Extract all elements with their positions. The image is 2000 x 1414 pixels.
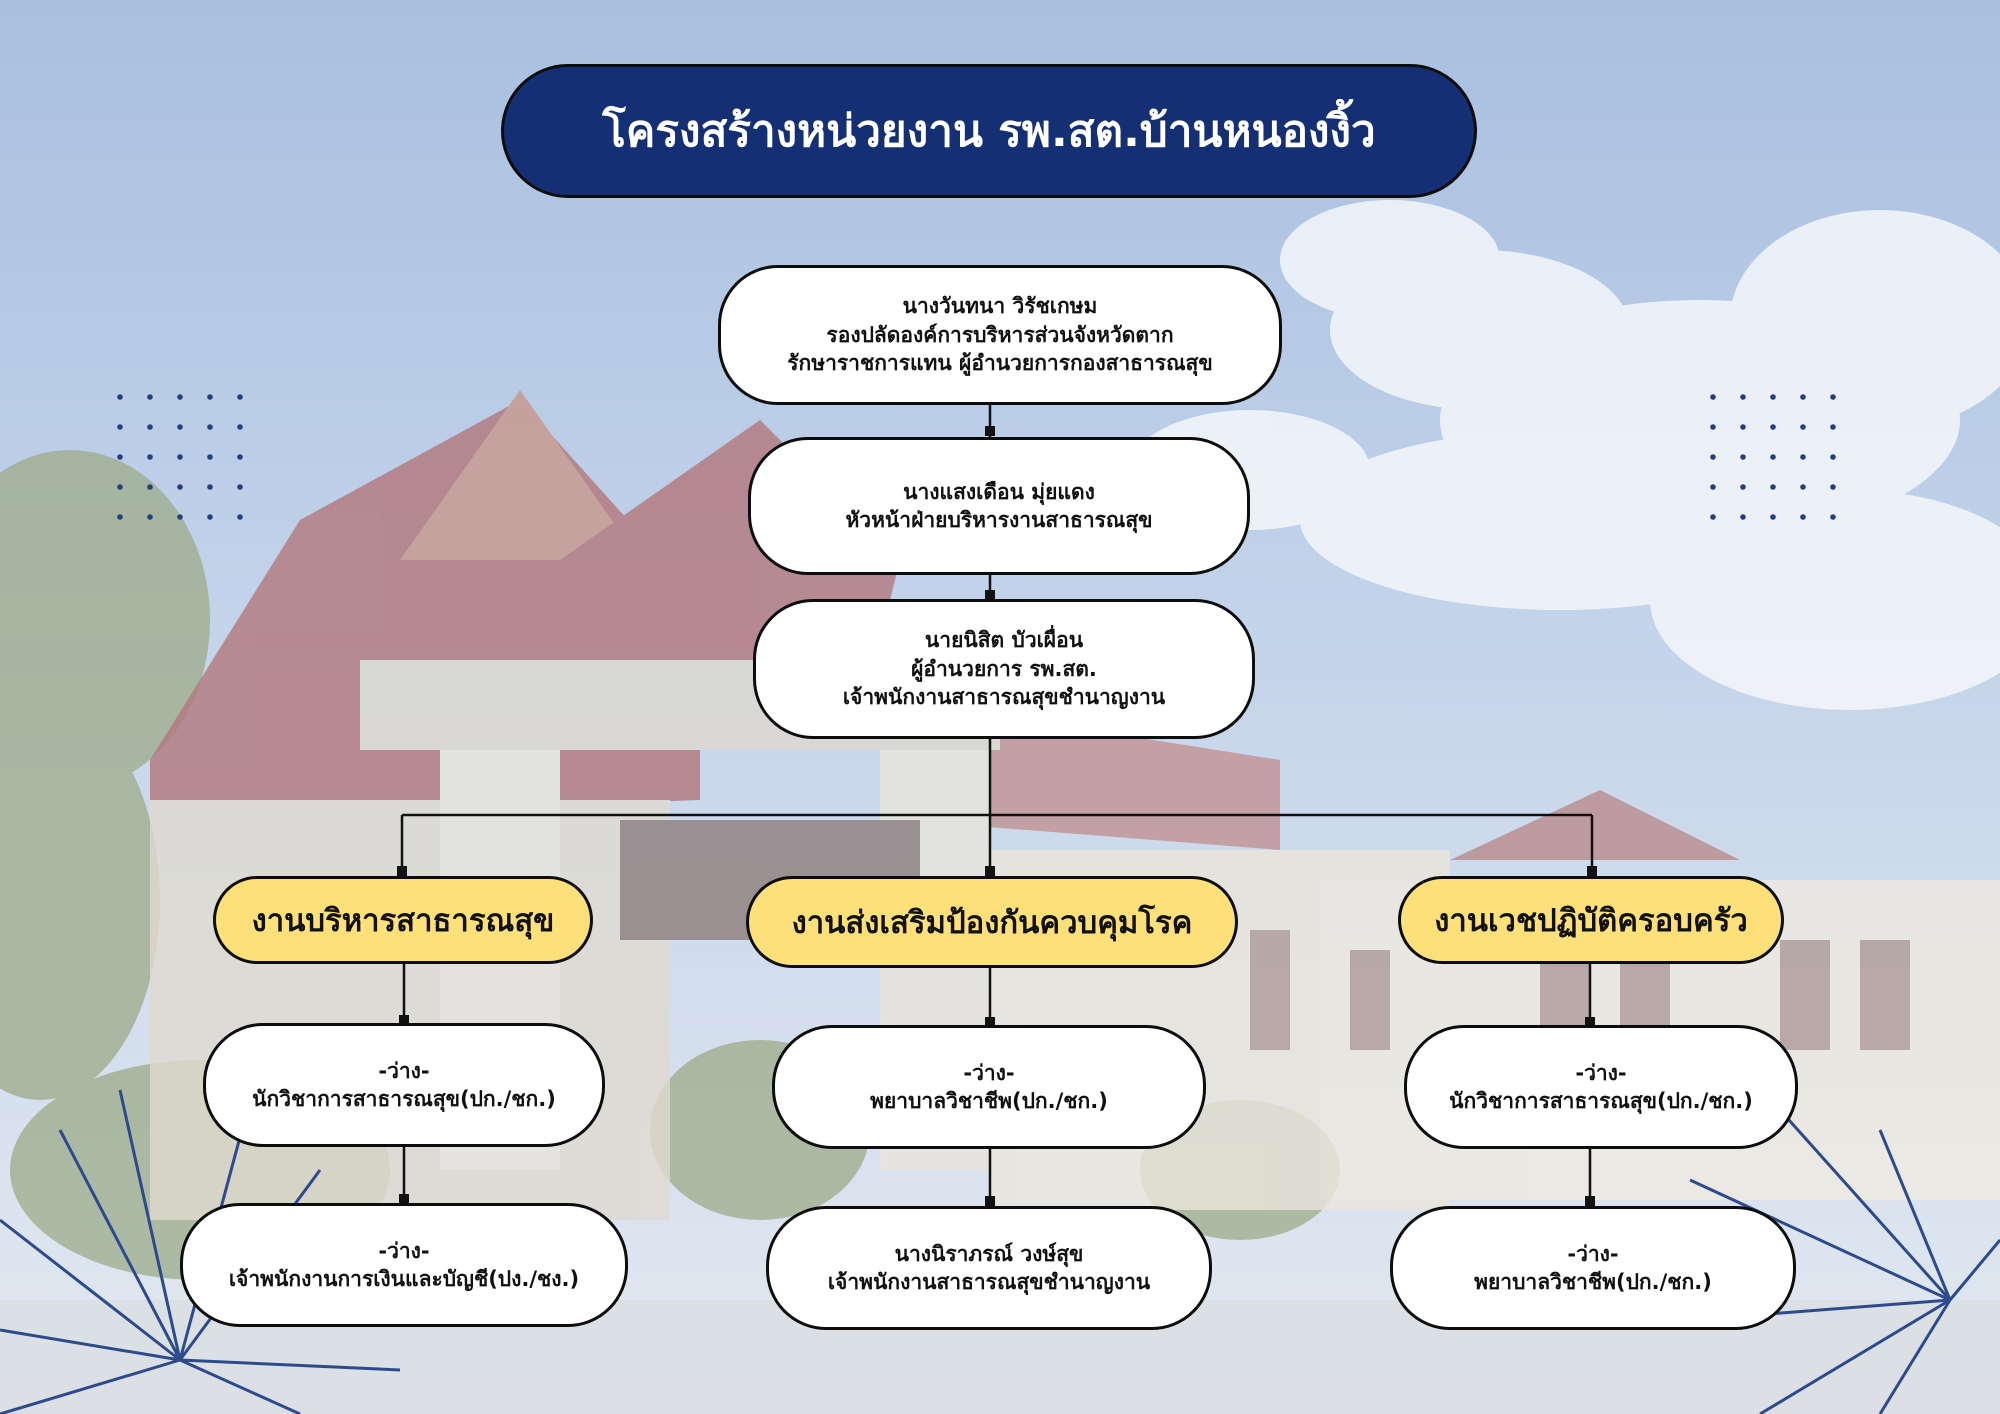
node-hospital-director (753, 599, 1255, 739)
node-position: พยาบาลวิชาชีพ(ปก./ชก.) (1474, 1270, 1712, 1294)
node-name: นางวันทนา วิรัชเกษม (902, 294, 1098, 319)
node-position: นักวิชาการสาธารณสุข(ปก./ชก.) (1449, 1089, 1753, 1113)
node-name: -ว่าง- (1575, 1060, 1627, 1085)
department-disease-prevention: งานส่งเสริมป้องกันควบคุมโรค (746, 876, 1238, 968)
node-position: ผู้อำนวยการ รพ.สต. (911, 656, 1097, 681)
department-family-medicine: งานเวชปฏิบัติครอบครัว (1398, 876, 1784, 964)
position-node (766, 1206, 1212, 1330)
node-position: เจ้าพนักงานสาธารณสุขชำนาญงาน (827, 1270, 1151, 1294)
node-position: หัวหน้าฝ่ายบริหารงานสาธารณสุข (845, 508, 1153, 532)
node-position: พยาบาลวิชาชีพ(ปก./ชก.) (870, 1089, 1108, 1113)
node-head-of-division (748, 437, 1250, 575)
node-name: -ว่าง- (963, 1060, 1015, 1085)
position-node (203, 1023, 605, 1147)
node-name: นางแสงเดือน มุ่ยแดง (903, 479, 1095, 504)
position-node (180, 1203, 628, 1327)
node-position-extra: เจ้าพนักงานสาธารณสุขชำนาญงาน (842, 685, 1166, 710)
position-node (1404, 1025, 1798, 1149)
node-name: -ว่าง- (378, 1058, 430, 1083)
node-position-extra: รักษาราชการแทน ผู้อำนวยการกองสาธารณสุข (787, 351, 1213, 376)
node-name: นางนิราภรณ์ วงษ์สุข (894, 1241, 1084, 1266)
node-position: นักวิชาการสาธารณสุข(ปก./ชก.) (252, 1087, 556, 1111)
node-position: เจ้าพนักงานการเงินและบัญชี(ปง./ชง.) (228, 1267, 580, 1291)
position-node (772, 1025, 1206, 1149)
node-name: -ว่าง- (1567, 1241, 1619, 1266)
node-position: รองปลัดองค์การบริหารส่วนจังหวัดตาก (826, 322, 1174, 347)
page-title: โครงสร้างหน่วยงาน รพ.สต.บ้านหนองงิ้ว (501, 64, 1477, 198)
node-deputy-director (718, 265, 1282, 405)
node-name: นายนิสิต บัวเผื่อน (924, 628, 1084, 653)
node-name: -ว่าง- (378, 1238, 430, 1263)
department-public-health-admin: งานบริหารสาธารณสุข (213, 876, 593, 964)
position-node (1390, 1206, 1796, 1330)
